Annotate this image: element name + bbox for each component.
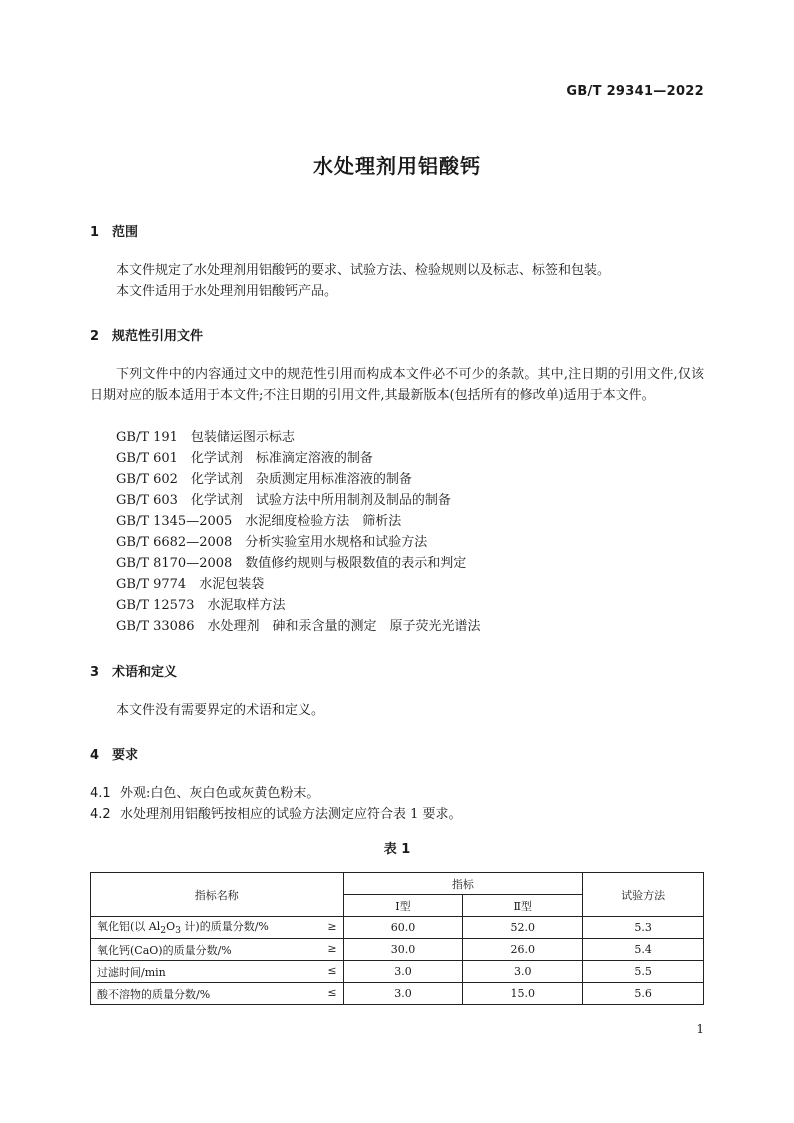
table-row xyxy=(91,983,704,1005)
section-title: 范围 xyxy=(112,225,139,240)
header-type-2: Ⅱ型 xyxy=(463,895,583,917)
section-number: 2 xyxy=(90,329,100,344)
section-3-heading xyxy=(90,661,177,680)
table-caption: 表 1 xyxy=(383,842,411,857)
clause-number: 4.1 xyxy=(90,786,111,801)
section-2-heading xyxy=(90,325,203,344)
comparison-symbol: ≤ xyxy=(327,986,337,999)
requirements-table xyxy=(90,872,704,1005)
reference-item: GB/T 6682—2008 分析实验室用水规格和试验方法 xyxy=(116,535,428,550)
type-1-value: 30.0 xyxy=(343,939,463,961)
reference-item: GB/T 603 化学试剂 试验方法中所用制剂及制品的制备 xyxy=(116,493,451,508)
comparison-symbol: ≤ xyxy=(327,964,337,977)
section-1-heading xyxy=(90,221,138,240)
row-name: 酸不溶物的质量分数/% ≤ xyxy=(91,983,344,1005)
clause-4-1 xyxy=(90,783,319,804)
scope-paragraph-1: 本文件规定了水处理剂用铝酸钙的要求、试验方法、检验规则以及标志、标签和包装。 xyxy=(116,263,611,278)
section-number: 1 xyxy=(90,225,100,240)
standard-code: GB/T 29341—2022 xyxy=(566,84,704,99)
test-method-ref: 5.5 xyxy=(583,961,704,983)
reference-item: GB/T 8170—2008 数值修约规则与极限数值的表示和判定 xyxy=(116,556,467,571)
section-title: 要求 xyxy=(112,748,139,763)
type-1-value: 60.0 xyxy=(343,917,463,939)
row-name: 氧化钙(CaO)的质量分数/% ≥ xyxy=(91,939,344,961)
row-name: 过滤时间/min ≤ xyxy=(91,961,344,983)
type-1-value: 3.0 xyxy=(343,983,463,1005)
comparison-symbol: ≥ xyxy=(327,942,337,955)
terms-paragraph: 本文件没有需要界定的术语和定义。 xyxy=(116,703,325,718)
clause-text: 外观:白色、灰白色或灰黄色粉末。 xyxy=(120,786,320,801)
type-2-value: 52.0 xyxy=(463,917,583,939)
reference-item: GB/T 12573 水泥取样方法 xyxy=(116,598,286,613)
type-2-value: 3.0 xyxy=(463,961,583,983)
reference-item: GB/T 9774 水泥包装袋 xyxy=(116,577,265,592)
reference-item: GB/T 191 包装储运图示标志 xyxy=(116,430,295,445)
reference-item: GB/T 602 化学试剂 杂质测定用标准溶液的制备 xyxy=(116,472,412,487)
table-row xyxy=(91,939,704,961)
type-2-value: 26.0 xyxy=(463,939,583,961)
test-method-ref: 5.3 xyxy=(583,917,704,939)
page-number: 1 xyxy=(696,1022,704,1036)
reference-item: GB/T 601 化学试剂 标准滴定溶液的制备 xyxy=(116,451,373,466)
type-1-value: 3.0 xyxy=(343,961,463,983)
section-title: 规范性引用文件 xyxy=(112,329,204,344)
section-number: 3 xyxy=(90,665,100,680)
clause-number: 4.2 xyxy=(90,807,111,822)
header-indicator: 指标 xyxy=(343,873,583,895)
reference-item: GB/T 1345—2005 水泥细度检验方法 筛析法 xyxy=(116,514,402,529)
table-row xyxy=(91,961,704,983)
clause-text: 水处理剂用铝酸钙按相应的试验方法测定应符合表 1 要求。 xyxy=(120,807,462,822)
test-method-ref: 5.6 xyxy=(583,983,704,1005)
header-type-1: Ⅰ型 xyxy=(343,895,463,917)
header-indicator-name: 指标名称 xyxy=(91,873,344,917)
clause-4-2 xyxy=(90,804,462,825)
section-title: 术语和定义 xyxy=(112,665,178,680)
scope-paragraph-2: 本文件适用于水处理剂用铝酸钙产品。 xyxy=(116,284,338,299)
document-title: 水处理剂用铝酸钙 xyxy=(313,154,481,178)
test-method-ref: 5.4 xyxy=(583,939,704,961)
comparison-symbol: ≥ xyxy=(327,920,337,933)
header-test-method: 试验方法 xyxy=(583,873,704,917)
row-name: 氧化铝(以 $Al_2O_3$ 计)的质量分数/% ≥ xyxy=(91,917,344,939)
type-2-value: 15.0 xyxy=(463,983,583,1005)
section-4-heading xyxy=(90,744,138,763)
reference-item: GB/T 33086 水处理剂 砷和汞含量的测定 原子荧光光谱法 xyxy=(116,619,481,634)
references-intro: 下列文件中的内容通过文中的规范性引用而构成本文件必不可少的条款。其中,注日期的引用文件,仅该日期对应的版本适用于本文件;不注日期的引用文件,其最新版本(包括所有的修改单)适用于本文件。 xyxy=(90,367,704,403)
table-row xyxy=(91,917,704,939)
section-number: 4 xyxy=(90,748,100,763)
